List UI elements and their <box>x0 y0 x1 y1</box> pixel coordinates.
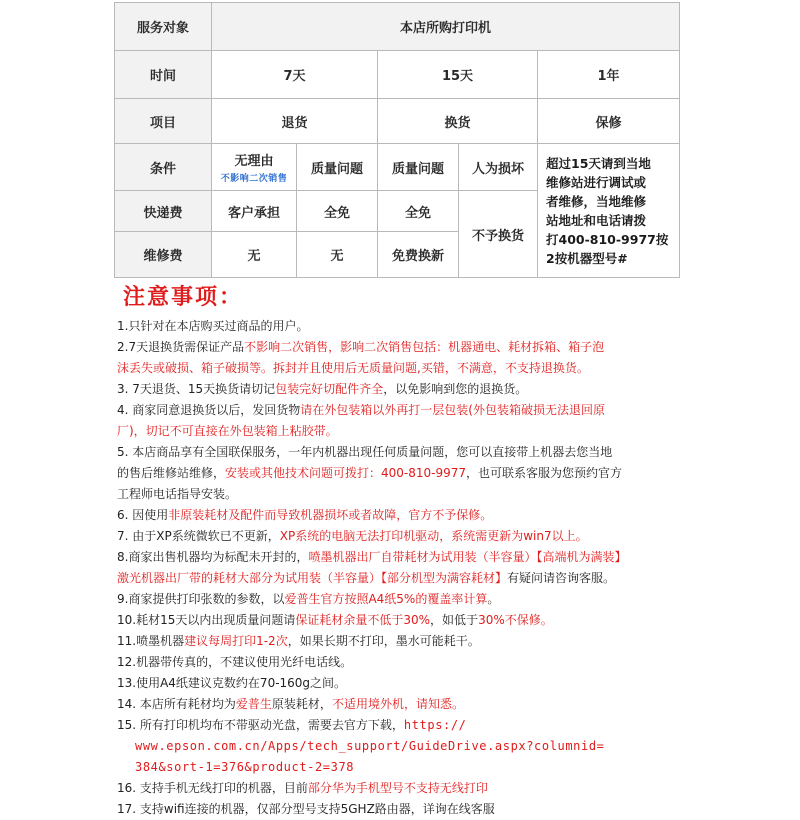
shipping-customer-pays: 客户承担 <box>212 191 297 232</box>
notice-text-segment: 。 <box>487 592 500 606</box>
table-header-row <box>115 3 680 51</box>
warranty-note-line: 超过15天请到当地 <box>546 155 651 171</box>
notice-text-segment: 非原装耗材及配件而导致机器损坏或者故障，官方不予保修。 <box>168 508 493 522</box>
no-exchange-cell: 不予换货 <box>459 191 538 278</box>
warranty-note <box>538 144 680 278</box>
notice-line <box>117 799 797 820</box>
notice-line <box>117 652 797 673</box>
warranty-note-line: 者维修，当地维修 <box>546 193 647 209</box>
notice-text-segment: 8.商家出售机器均为标配未开封的， <box>117 550 309 564</box>
notice-text-segment: 14. 本店所有耗材均为 <box>117 697 236 711</box>
notice-line <box>117 568 797 589</box>
time-15-days: 15天 <box>378 51 538 99</box>
warranty-note-line: 2按机器型号# <box>546 250 628 266</box>
item-return: 退货 <box>212 99 378 144</box>
notice-text-segment: 保证耗材余量不低于30% <box>295 613 431 627</box>
notice-line <box>117 358 797 379</box>
notice-text-segment: 请在外包装箱以外再打一层包装(外包装箱破损无法退回原 <box>300 403 605 417</box>
notice-text-segment: 喷墨机器出厂自带耗材为试用装（半容量）【高端机为满装】 <box>308 550 627 564</box>
notice-text-segment: 17. 支持wifi连接的机器，仅部分型号支持5GHZ路由器，详询在线客服 <box>117 802 495 816</box>
notice-text-segment: 6. 因使用 <box>117 508 169 522</box>
notice-text-segment: 12.机器带传真的，不建议使用光纤电话线。 <box>117 655 353 669</box>
notice-line <box>117 484 797 505</box>
notice-text-segment: 不适用境外机，请知悉。 <box>331 697 464 711</box>
notice-text-segment: 384&sort-1=376&product-2=378 <box>135 760 355 774</box>
notice-text-segment: 原装耗材， <box>271 697 332 711</box>
service-policy-table <box>114 2 680 278</box>
warranty-note-line: 站地址和电话请拨 <box>546 212 647 228</box>
notice-text-segment: 4. 商家同意退换货以后，发回货物 <box>117 403 301 417</box>
header-service-target: 服务对象 <box>115 3 212 51</box>
condition-row <box>115 144 680 191</box>
notice-text-segment: 7. 由于XP系统微软已不更新， <box>117 529 280 543</box>
warranty-note-line: 维修站进行调试或 <box>546 174 647 190</box>
notice-text-segment: 建议每周打印1-2次 <box>184 634 288 648</box>
header-purchased-printer: 本店所购打印机 <box>212 3 680 51</box>
item-exchange: 换货 <box>378 99 538 144</box>
notice-line <box>117 421 797 442</box>
time-label: 时间 <box>115 51 212 99</box>
notice-text-segment: ，也可联系客服为您预约官方 <box>466 466 623 480</box>
notice-list <box>117 316 797 820</box>
notice-line <box>117 379 797 400</box>
time-1-year: 1年 <box>538 51 680 99</box>
notice-text-segment: ，如低于 <box>430 613 479 627</box>
notice-text-segment: XP系统的电脑无法打印机驱动，系统需更新为win7以上。 <box>279 529 588 543</box>
notice-text-segment: 1.只针对在本店购买过商品的用户。 <box>117 319 309 333</box>
condition-no-reason-sub: 不影响二次销售 <box>220 174 288 184</box>
notice-line <box>117 505 797 526</box>
condition-label: 条件 <box>115 144 212 191</box>
notice-line <box>117 757 797 778</box>
notice-line <box>117 778 797 799</box>
condition-quality-return: 质量问题 <box>297 144 378 191</box>
notice-text-segment: ，以免影响到您的退换货。 <box>383 382 528 396</box>
notice-text-segment: 部分华为手机型号不支持无线打印 <box>307 781 488 795</box>
notice-line <box>117 442 797 463</box>
notice-text-segment: ，如果长期不打印，墨水可能耗干。 <box>287 634 480 648</box>
notice-line <box>117 526 797 547</box>
notice-line <box>117 673 797 694</box>
repair-none-return: 无 <box>212 232 297 278</box>
shipping-label: 快递费 <box>115 191 212 232</box>
notice-line <box>117 463 797 484</box>
shipping-free-return: 全免 <box>297 191 378 232</box>
notice-text-segment: www.epson.com.cn/Apps/tech_support/GuideDrive.aspx?columnid= <box>135 739 605 753</box>
shipping-free-exchange: 全免 <box>378 191 459 232</box>
notice-text-segment: 厂)，切记不可直接在外包装箱上粘胶带。 <box>117 424 338 438</box>
notice-text-segment: 沫丢失或破损、箱子破损等。拆封并且使用后无质量问题,买错，不满意，不支持退换货。 <box>117 361 589 375</box>
notice-text-segment: 10.耗材15天以内出现质量问题请 <box>117 613 296 627</box>
notice-text-segment: 2.7天退换货需保证产品 <box>117 340 245 354</box>
notice-text-segment: 9.商家提供打印张数的参数，以 <box>117 592 285 606</box>
repair-free-replacement: 免费换新 <box>378 232 459 278</box>
notice-text-segment: 安装或其他技术问题可拨打：400-810-9977 <box>225 466 467 480</box>
notice-line <box>117 715 797 736</box>
notice-line <box>117 631 797 652</box>
notice-line <box>117 400 797 421</box>
notice-text-segment: 13.使用A4纸建议克数约在70-160g之间。 <box>117 676 347 690</box>
condition-no-reason-main: 无理由 <box>234 154 274 169</box>
repair-none-quality: 无 <box>297 232 378 278</box>
time-row <box>115 51 680 99</box>
repair-label: 维修费 <box>115 232 212 278</box>
notice-text-segment: https:// <box>403 718 467 732</box>
notice-text-segment: 工程师电话指导安装。 <box>117 487 238 501</box>
notice-text-segment: 3. 7天退货、15天换货请切记 <box>117 382 276 396</box>
notice-text-segment: 包装完好切配件齐全 <box>275 382 384 396</box>
item-row <box>115 99 680 144</box>
notice-text-segment: 15. 所有打印机均布不带驱动光盘，需要去官方下载， <box>117 718 404 732</box>
notice-line <box>117 316 797 337</box>
condition-quality-exchange: 质量问题 <box>378 144 459 191</box>
warranty-note-line: 打400-810-9977按 <box>546 231 669 247</box>
notice-text-segment: 有疑问请咨询客服。 <box>507 571 616 585</box>
notice-line <box>117 547 797 568</box>
notice-text-segment: 5. 本店商品享有全国联保服务，一年内机器出现任何质量问题，您可以直接带上机器去您当地 <box>117 445 613 459</box>
notice-text-segment: 爱普生 <box>235 697 272 711</box>
notice-text-segment: 11.喷墨机器 <box>117 634 185 648</box>
item-label: 项目 <box>115 99 212 144</box>
notice-text-segment: 爱普生官方按照A4纸5%的覆盖率计算 <box>284 592 488 606</box>
notice-text-segment: 激光机器出厂带的耗材大部分为试用装（半容量）【部分机型为满容耗材】 <box>117 571 508 585</box>
notice-title: 注意事项： <box>123 285 244 310</box>
condition-no-reason <box>212 144 297 191</box>
condition-human-damage: 人为损坏 <box>459 144 538 191</box>
item-warranty: 保修 <box>538 99 680 144</box>
notice-text-segment: 30%不保修。 <box>478 613 553 627</box>
notice-line <box>117 337 797 358</box>
notice-line <box>117 610 797 631</box>
notice-line <box>117 589 797 610</box>
time-7-days: 7天 <box>212 51 378 99</box>
notice-line <box>117 736 797 757</box>
notice-text-segment: 的售后维修站维修， <box>117 466 226 480</box>
notice-text-segment: 不影响二次销售，影响二次销售包括：机器通电、耗材拆箱、箱子泡 <box>244 340 605 354</box>
notice-line <box>117 694 797 715</box>
notice-text-segment: 16. 支持手机无线打印的机器，目前 <box>117 781 308 795</box>
